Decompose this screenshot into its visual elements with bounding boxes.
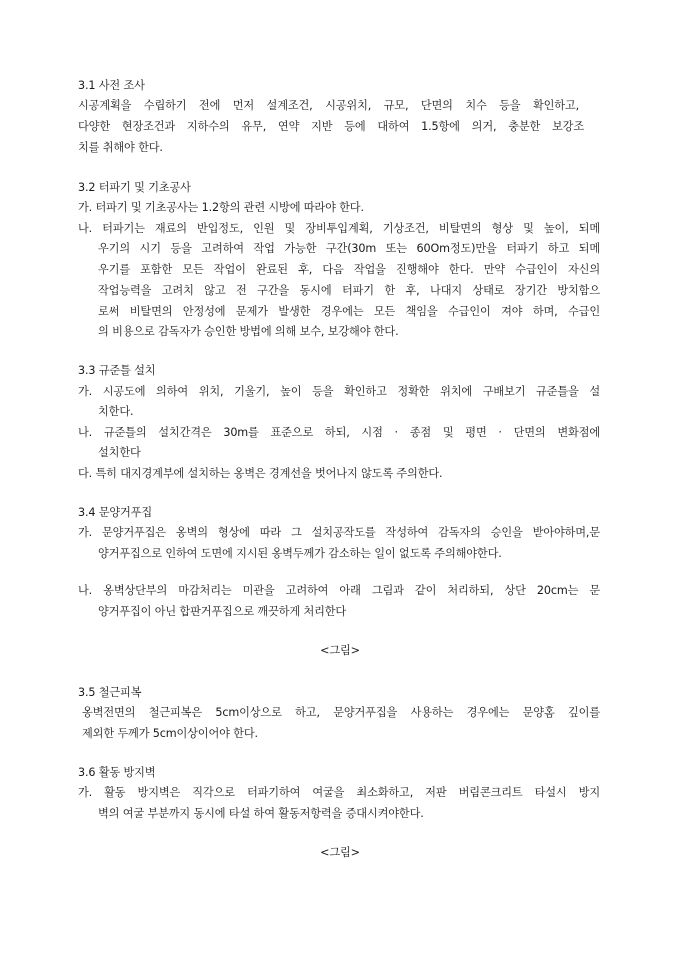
section-3-4-item-b-line-2: 양거푸집이 아닌 합판거푸집으로 깨끗하게 처리한다 (98, 605, 347, 618)
section-3-3-item-c: 다. 특히 대지경계부에 설치하는 옹벽은 경계선을 벗어나지 않도록 주의한다. (78, 467, 443, 480)
section-3-6-title: 3.6 활동 방지벽 (78, 766, 156, 779)
section-3-2-item-b-line-2: 우기의 시기 등을 고려하여 작업 가능한 구간(30m 또는 60Om정도)만을 터파기 하고 되메 (98, 242, 600, 255)
section-3-5-line-1: 옹벽전면의 철근피복은 5cm이상으로 하고, 문양거푸집을 사용하는 경우에는 문양홈 깊이를 (82, 706, 600, 719)
section-3-3-item-a-line-1: 가. 시공도에 의하여 위치, 기울기, 높이 등을 확인하고 정확한 위치에 구배보기 규준틀을 설 (78, 385, 600, 398)
section-3-3-item-b-line-1: 나. 규준틀의 설치간격은 30m를 표준으로 하되, 시점 · 종점 및 평면 · 단면의 변화점에 (78, 426, 600, 439)
section-3-4-item-a-line-1: 가. 문양거푸집은 옹벽의 형상에 따라 그 설치공작도를 작성하여 감독자의 승인을 받아야하며,문 (78, 526, 600, 539)
section-3-3-item-a-line-2: 치한다. (98, 405, 134, 418)
section-3-3-title: 3.3 규준틀 설치 (78, 364, 156, 377)
section-3-4-item-b-line-1: 나. 옹벽상단부의 마감처리는 미관을 고려하여 아래 그림과 같이 처리하되, 상단 20cm는 문 (78, 584, 600, 597)
section-3-1-title: 3.1 사전 조사 (78, 79, 145, 92)
section-3-4-title: 3.4 문양거푸집 (78, 506, 153, 519)
figure-placeholder-1: <그림> (320, 644, 360, 657)
section-3-2-item-b-line-4: 작업능력을 고려치 않고 전 구간을 동시에 터파기 한 후, 나대지 상태로 장기간 방치함으 (98, 284, 600, 297)
section-3-5-title: 3.5 철근피복 (78, 686, 142, 699)
section-3-2-item-b-line-3: 우기를 포함한 모든 작업이 완료된 후, 다음 작업을 진행해야 한다. 만약 수급인이 자신의 (98, 263, 600, 276)
section-3-1-line-2: 다양한 현장조건과 지하수의 유무, 연약 지반 등에 대하여 1.5항에 의거, 충분한 보강조 (78, 120, 584, 133)
section-3-2-item-b-line-5: 로써 비탈면의 안정성에 문제가 발생한 경우에는 모든 책임을 수급인이 져야 하며, 수급인 (98, 305, 600, 318)
section-3-6-item-a-line-2: 벽의 여굴 부분까지 동시에 타설 하여 활동저항력을 증대시켜야한다. (98, 807, 424, 820)
section-3-2-title: 3.2 터파기 및 기초공사 (78, 181, 191, 194)
figure-placeholder-2: <그림> (320, 846, 360, 859)
section-3-5-line-2: 제외한 두께가 5cm이상이어야 한다. (82, 727, 258, 740)
section-3-2-item-a: 가. 터파기 및 기초공사는 1.2항의 관련 시방에 따라야 한다. (78, 201, 364, 214)
section-3-4-item-a-line-2: 양거푸집으로 인하여 도면에 지시된 옹벽두께가 감소하는 일이 없도록 주의해야한다. (98, 547, 502, 560)
section-3-2-item-b-line-1: 나. 터파기는 재료의 반입정도, 인원 및 장비투입계획, 기상조건, 비탈면의 형상 및 높이, 되메 (78, 222, 600, 235)
section-3-1-line-3: 치를 취해야 한다. (78, 141, 163, 154)
section-3-2-item-b-line-6: 의 비용으로 감독자가 승인한 방법에 의해 보수, 보강해야 한다. (98, 325, 399, 338)
section-3-1-line-1: 시공계획을 수립하기 전에 먼저 설계조건, 시공위치, 규모, 단면의 치수 등을 확인하고, (78, 99, 579, 112)
section-3-3-item-b-line-2: 설치한다 (98, 446, 141, 459)
section-3-6-item-a-line-1: 가. 활동 방지벽은 직각으로 터파기하여 여굴을 최소화하고, 저판 버림콘크리트 타설시 방지 (78, 786, 600, 799)
